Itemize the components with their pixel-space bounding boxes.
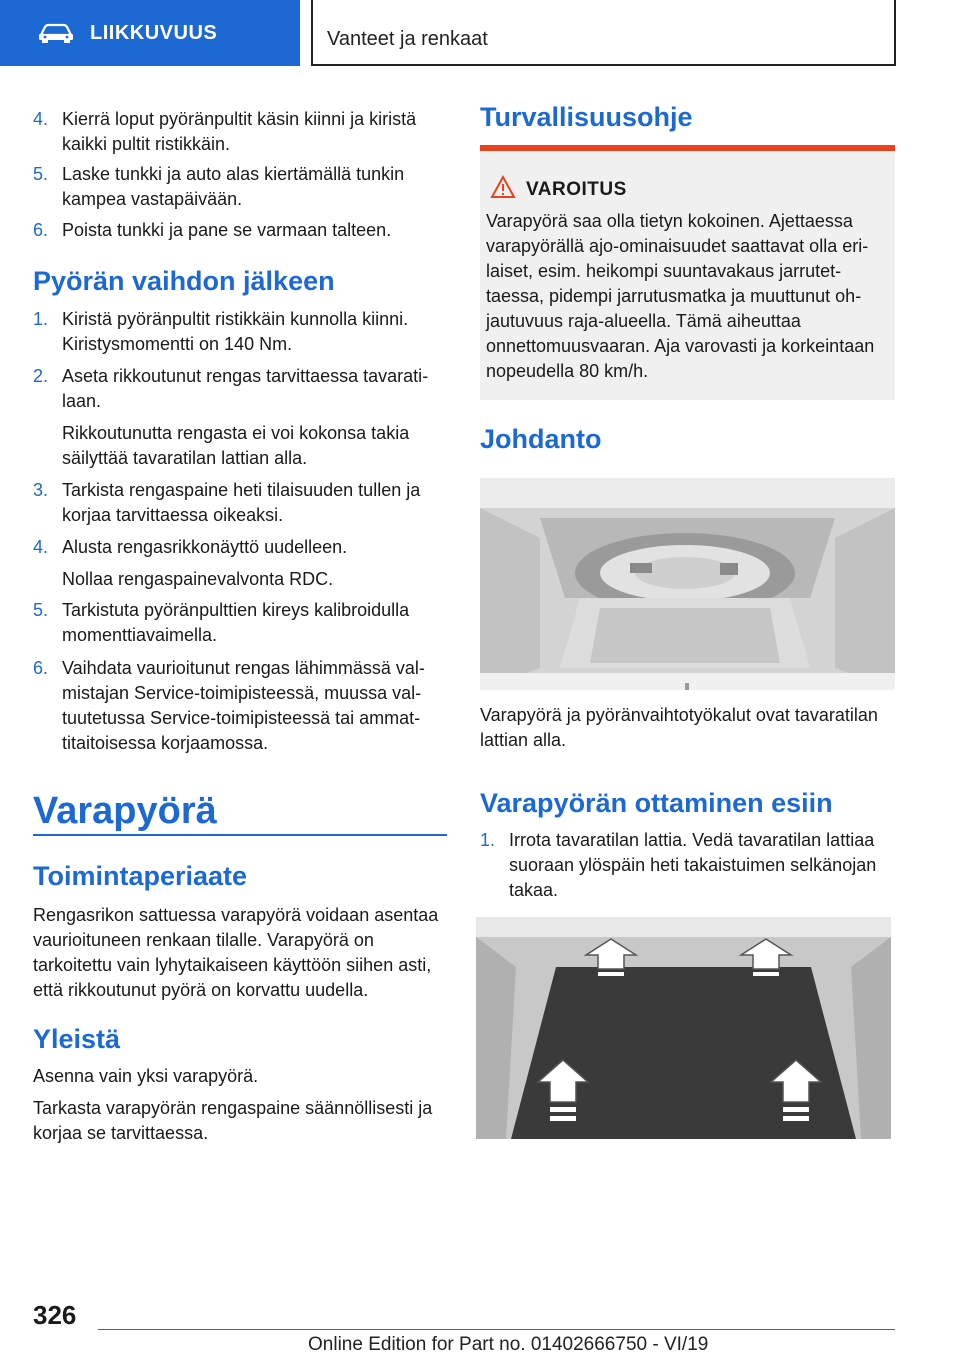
list-item: [33, 656, 447, 756]
section-heading: Pyörän vaihdon jälkeen: [33, 266, 335, 296]
list-text: Tarkistuta pyöränpulttien kireys kalibroidulla momenttiavaimella.: [62, 600, 410, 645]
list-item: [33, 107, 447, 157]
list-item: [33, 218, 447, 243]
list-text: Kiristä pyöränpultit ristikkäin kunnolla kiinni. Kiristysmomentti on 140 Nm.: [62, 309, 409, 354]
list-item: [33, 567, 447, 592]
list-number: 3.: [33, 480, 49, 500]
list-number: [33, 421, 62, 471]
list-text: Irrota tavaratilan lattia. Vedä tavaratilan lattiaa suoraan ylöspäin heti takaistuimen selkänojan takaa.: [509, 830, 877, 900]
list-text: Kierrä loput pyöränpultit käsin kiinni ja kiristä kaikki pultit ristikkäin.: [62, 109, 417, 154]
section-heading: Yleistä: [33, 1024, 121, 1054]
section-heading: Johdanto: [480, 424, 602, 454]
list-item: [33, 598, 447, 648]
chapter-header: [311, 0, 896, 66]
list-number: 6.: [33, 658, 49, 678]
section-heading: Varapyörän ottaminen esiin: [480, 788, 833, 818]
list-text: Tarkista rengaspaine heti tilaisuuden tullen ja korjaa tarvittaessa oikeaksi.: [62, 480, 421, 525]
heading-rule: [33, 834, 447, 836]
edition-note: Online Edition for Part no. 01402666750 - VI/19: [308, 1334, 709, 1355]
chapter-heading: Varapyörä: [33, 790, 217, 832]
list-text: Nollaa rengaspainevalvonta RDC.: [62, 569, 334, 589]
list-number: 1.: [480, 830, 496, 850]
list-text: Laske tunkki ja auto alas kiertämällä tunkin kampea vastapäivään.: [62, 164, 405, 209]
list-number: [33, 567, 62, 592]
list-number: 2.: [33, 366, 49, 386]
spare-wheel-illustration: [480, 478, 895, 690]
warning-box: [480, 145, 895, 400]
list-number: 5.: [33, 164, 49, 184]
list-number: 1.: [33, 309, 49, 329]
list-item: [480, 828, 895, 903]
list-item: [33, 364, 447, 414]
warning-text: Varapyörä saa olla tietyn kokoinen. Ajettaessa varapyörällä ajo-ominaisuudet saattavat olla erilaiset, esim. heikompi suuntavakaus jarrutettaessa, pidempi jarrutusmatka ja muuttunut ohjautuvuus raja-alueella. Tämä aiheuttaa onnettomuusvaaran. Aja varovasti ja korkeintaan nopeudella 80 km/h.: [486, 211, 875, 381]
list-number: 4.: [33, 537, 49, 557]
paragraph: Asenna vain yksi varapyörä.: [33, 1066, 259, 1086]
section-heading: Toimintaperiaate: [33, 861, 248, 891]
page-number: 326: [33, 1300, 77, 1330]
caption: Varapyörä ja pyöränvaihtotyökalut ovat tavaratilan lattian alla.: [480, 705, 878, 750]
list-number: 4.: [33, 109, 49, 129]
footer-rule: [98, 1329, 895, 1330]
paragraph: Rengasrikon sattuessa varapyörä voidaan asentaa vaurioituneen renkaan tilalle. Varapyörä on tarkoitettu vain lyhytaikaiseen käyttöön siihen asti, että rikkoutunut pyörä on korvattu uudella.: [33, 905, 439, 1000]
warning-icon: [490, 175, 516, 199]
list-number: 5.: [33, 600, 49, 620]
section-heading: Turvallisuusohje: [480, 102, 693, 132]
list-item: [33, 421, 447, 471]
list-text: Aseta rikkoutunut rengas tarvittaessa tavaratilaan.: [62, 366, 429, 411]
list-text: Rikkoutunutta rengasta ei voi kokonsa takia säilyttää tavaratilan lattian alla.: [62, 423, 410, 468]
list-item: [33, 162, 447, 212]
chapter-title: Vanteet ja renkaat: [327, 28, 488, 50]
paragraph: Tarkasta varapyörän rengaspaine säännöllisesti ja korjaa se tarvittaessa.: [33, 1098, 433, 1143]
list-item: [33, 307, 447, 357]
list-text: Alusta rengasrikkonäyttö uudelleen.: [62, 537, 348, 557]
section-label: LIIKKUVUUS: [90, 21, 218, 44]
list-number: 6.: [33, 220, 49, 240]
warning-title: VAROITUS: [526, 179, 627, 200]
trunk-floor-illustration: [476, 917, 891, 1139]
list-item: [33, 478, 447, 528]
section-tab[interactable]: [0, 0, 300, 66]
list-text: Vaihdata vaurioitunut rengas lähimmässä valmistajan Service-toimipisteessä, muussa valtuutetussa Service-toimipisteessä tai ammattitaitoisessa korjaamossa.: [62, 658, 425, 753]
spare-wheel-photo: [480, 478, 895, 690]
list-text: Poista tunkki ja pane se varmaan talteen.: [62, 220, 392, 240]
trunk-floor-photo: [476, 917, 891, 1139]
car-icon: [38, 23, 74, 43]
list-item: [33, 535, 447, 560]
